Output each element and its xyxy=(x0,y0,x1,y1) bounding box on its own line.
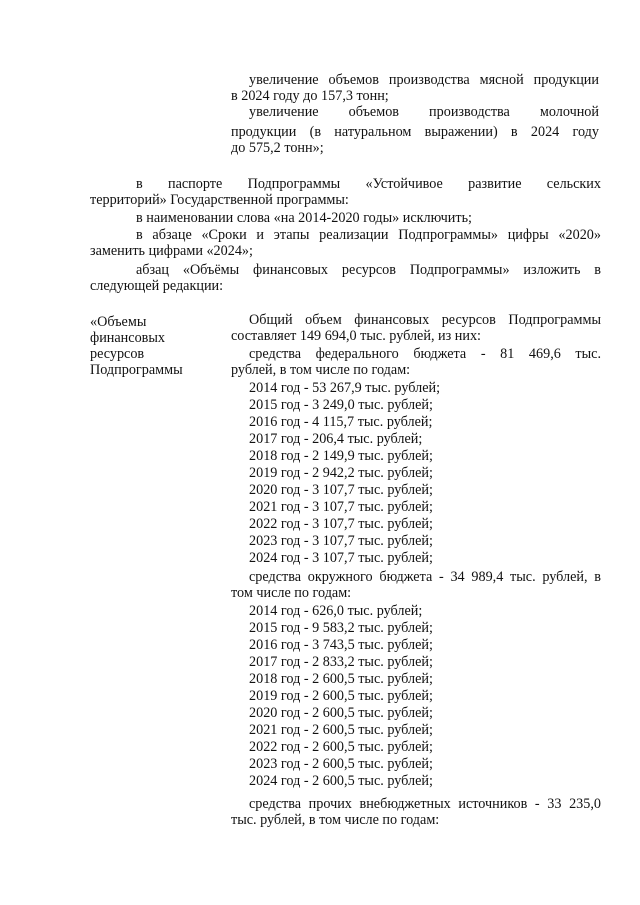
content-line: 2018 год - 2 149,9 тыс. рублей; xyxy=(249,448,433,464)
content-line: 2014 год - 53 267,9 тыс. рублей; xyxy=(249,380,441,396)
amend-line: в наименовании слова «на 2014-2020 годы» исключить; xyxy=(136,210,473,226)
content-line: 2024 год - 2 600,5 тыс. рублей; xyxy=(249,773,433,789)
content-line: средства прочих внебюджетных источников - 33 235,0 xyxy=(249,796,601,812)
content-line: Общий объем финансовых ресурсов Подпрограммы xyxy=(249,312,601,328)
intro-line: увеличение объемов производства молочной xyxy=(249,104,599,120)
content-line: 2021 год - 2 600,5 тыс. рублей; xyxy=(249,722,433,738)
content-line: 2014 год - 626,0 тыс. рублей; xyxy=(249,603,423,619)
content-line: составляет 149 694,0 тыс. рублей, из них: xyxy=(231,328,481,344)
content-line: 2021 год - 3 107,7 тыс. рублей; xyxy=(249,499,433,515)
amend-line: в паспорте Подпрограммы «Устойчивое развитие сельских xyxy=(136,176,601,192)
amend-line: абзац «Объёмы финансовых ресурсов Подпрограммы» изложить в xyxy=(136,262,601,278)
label-line: ресурсов xyxy=(90,346,145,362)
intro-line: продукции (в натуральном выражении) в 2024 году xyxy=(231,124,599,140)
content-line: 2016 год - 4 115,7 тыс. рублей; xyxy=(249,414,433,430)
content-line: 2022 год - 3 107,7 тыс. рублей; xyxy=(249,516,433,532)
intro-line: увеличение объемов производства мясной продукции xyxy=(249,72,599,88)
amend-line: следующей редакции: xyxy=(90,278,224,294)
content-line: 2022 год - 2 600,5 тыс. рублей; xyxy=(249,739,433,755)
content-line: рублей, в том числе по годам: xyxy=(231,362,411,378)
content-line: 2015 год - 9 583,2 тыс. рублей; xyxy=(249,620,433,636)
content-line: 2020 год - 3 107,7 тыс. рублей; xyxy=(249,482,433,498)
content-line: том числе по годам: xyxy=(231,585,352,601)
label-line: «Объемы xyxy=(90,314,147,330)
content-line: 2018 год - 2 600,5 тыс. рублей; xyxy=(249,671,433,687)
intro-line: до 575,2 тонн»; xyxy=(231,140,324,156)
content-line: 2024 год - 3 107,7 тыс. рублей; xyxy=(249,550,433,566)
content-line: 2017 год - 2 833,2 тыс. рублей; xyxy=(249,654,433,670)
intro-line: в 2024 году до 157,3 тонн; xyxy=(231,88,389,104)
content-line: 2023 год - 2 600,5 тыс. рублей; xyxy=(249,756,433,772)
content-line: 2019 год - 2 600,5 тыс. рублей; xyxy=(249,688,433,704)
content-line: 2019 год - 2 942,2 тыс. рублей; xyxy=(249,465,433,481)
content-line: средства федерального бюджета - 81 469,6 тыс. xyxy=(249,346,601,362)
content-line: 2023 год - 3 107,7 тыс. рублей; xyxy=(249,533,433,549)
amend-line: территорий» Государственной программы: xyxy=(90,192,349,208)
amend-line: в абзаце «Сроки и этапы реализации Подпрограммы» цифры «2020» xyxy=(136,227,601,243)
content-line: тыс. рублей, в том числе по годам: xyxy=(231,812,440,828)
content-line: 2015 год - 3 249,0 тыс. рублей; xyxy=(249,397,433,413)
content-line: 2016 год - 3 743,5 тыс. рублей; xyxy=(249,637,433,653)
content-line: 2017 год - 206,4 тыс. рублей; xyxy=(249,431,423,447)
content-line: средства окружного бюджета - 34 989,4 тыс. рублей, в xyxy=(249,569,601,585)
label-line: финансовых xyxy=(90,330,165,346)
amend-line: заменить цифрами «2024»; xyxy=(90,243,253,259)
content-line: 2020 год - 2 600,5 тыс. рублей; xyxy=(249,705,433,721)
label-line: Подпрограммы xyxy=(90,362,183,378)
